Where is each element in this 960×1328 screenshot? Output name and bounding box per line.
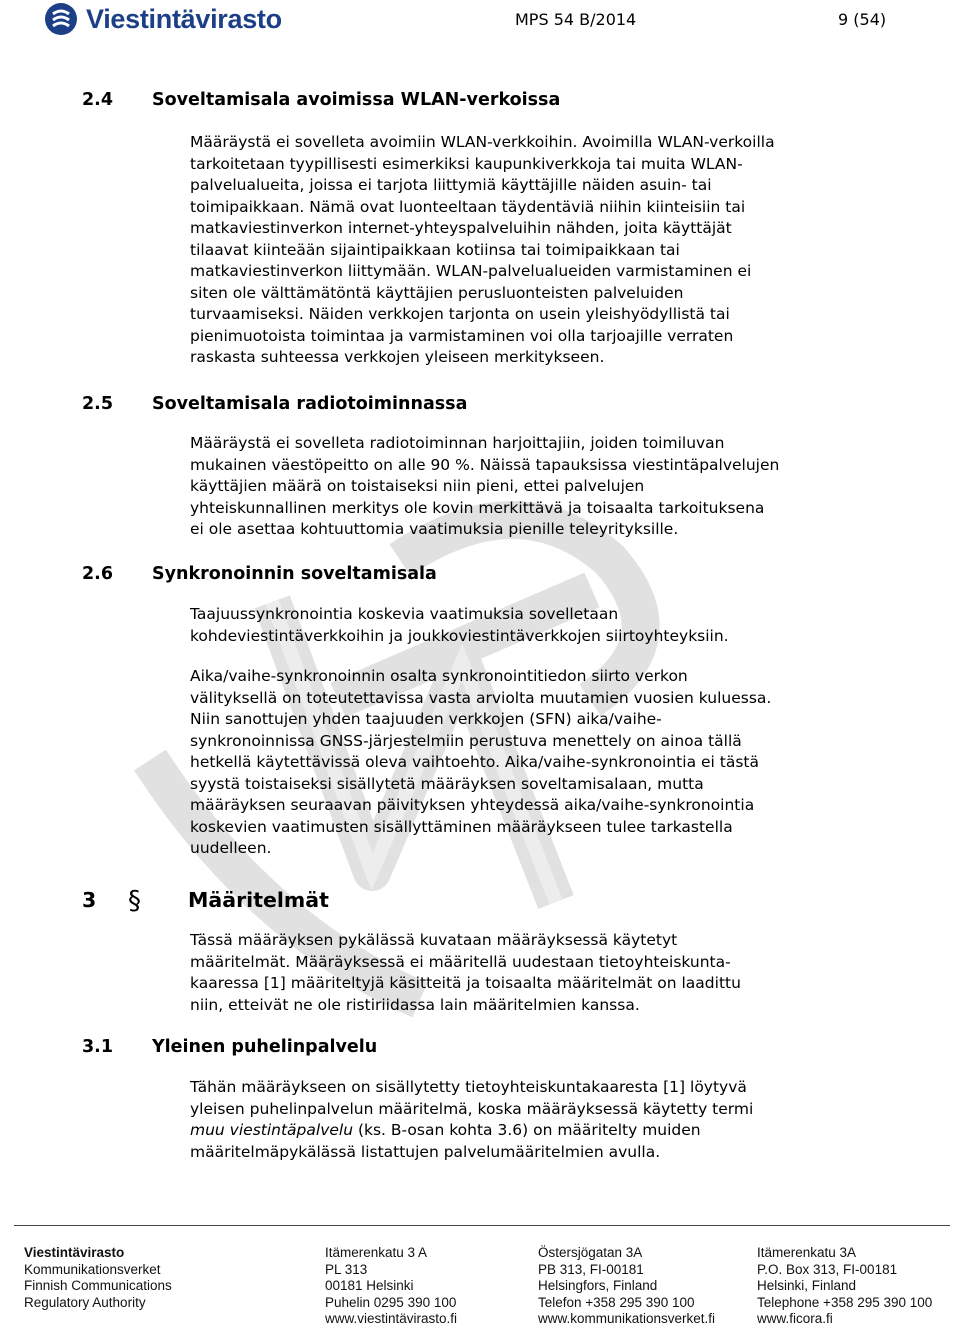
text-line: määräyksen seuraavan päivityksen yhteydessä aika/vaihe-synkronointia xyxy=(190,796,755,814)
text-line: uudelleen. xyxy=(190,839,272,857)
text-line: määritelmäpykälässä listattujen palvelumääritelmien avulla. xyxy=(190,1142,661,1161)
section-title: Yleinen puhelinpalvelu xyxy=(152,1037,378,1057)
footer-line: Itämerenkatu 3 A xyxy=(325,1245,428,1260)
text-line: matkaviestinverkon liittymään. WLAN-palvelualueiden varmistaminen ei xyxy=(190,262,752,280)
text-line: ei ole asettaa kohtuuttomia vaatimuksia pienille teleyrityksille. xyxy=(190,520,679,538)
text-line: tilaavat kiinteään sijaintipaikkaan kotiinsa tai toimipaikkaan tai xyxy=(190,240,680,259)
text-line: määritelmät. Määräyksessä ei määritellä uudestaan tietoyhteiskunta- xyxy=(190,952,731,971)
text-line: siten ole välttämätöntä käyttäjien perusluonteisten palveluiden xyxy=(190,283,684,302)
footer-line: Puhelin 0295 390 100 xyxy=(325,1294,457,1310)
footer-link[interactable]: www.viestintävirasto.fi xyxy=(325,1311,458,1326)
footer-link[interactable]: www.ficora.fi xyxy=(757,1311,833,1326)
section-number: 2.6 xyxy=(82,564,114,584)
section-heading-2-5 xyxy=(82,394,467,414)
footer-line: Kommunikationsverket xyxy=(24,1261,161,1277)
text-line: kohdeviestintäverkkoihin ja joukkoviestintäverkkojen siirtoyhteyksiin. xyxy=(190,626,729,645)
text-line: hetkellä käytettävissä oleva vaihtoehto. Aika/vaihe-synkronointia ei tästä xyxy=(190,753,759,771)
agency-logo xyxy=(44,2,282,36)
text-line: turvaamiseksi. Näiden verkkojen tarjonta on usein yleishyödyllistä tai xyxy=(190,305,730,323)
chapter-number: 3 xyxy=(82,888,97,912)
document-id: MPS 54 B/2014 xyxy=(515,10,637,29)
text-line: yleisen puhelinpalvelun määritelmä, koska määräyksessä käytetty termi xyxy=(190,1099,754,1118)
text-line: palvelualueita, joissa ei tarjota liittymiä käyttäjille näiden asuin- tai xyxy=(190,176,712,194)
text-line: raskasta suhteessa verkkojen yleiseen merkitykseen. xyxy=(190,348,605,366)
footer-agency-name: Viestintävirasto xyxy=(24,1245,125,1260)
footer-line: Östersjögatan 3A xyxy=(538,1245,643,1260)
footer-link[interactable]: www.kommunikationsverket.fi xyxy=(538,1311,716,1326)
page-number: 9 (54) xyxy=(838,10,887,29)
text-line: kaaressa [1] määriteltyjä käsitteitä ja toisaalta määritelmät on laadittu xyxy=(190,974,741,992)
text-line: Tähän määräykseen on sisällytetty tietoyhteiskuntakaaresta [1] löytyvä xyxy=(190,1078,747,1096)
text-line: matkaviestinverkon internet-yhteyspalveluihin nähden, joita käyttäjät xyxy=(190,219,732,237)
text-fragment: (ks. B-osan kohta 3.6) on määritelty muiden xyxy=(353,1121,701,1139)
footer-line: Helsingfors, Finland xyxy=(538,1278,658,1293)
section-number: 2.5 xyxy=(82,394,114,414)
section-title: Synkronoinnin soveltamisala xyxy=(152,564,437,584)
section-3-1-body xyxy=(190,1077,910,1163)
footer-line: Helsinki, Finland xyxy=(757,1278,857,1293)
footer-col-agency xyxy=(24,1245,172,1311)
text-line: niin, etteivät ne ole ristiriidassa lain määritelmien kanssa. xyxy=(190,995,640,1014)
text-line: mukainen väestöpeitto on alle 90 %. Näissä tapauksissa viestintäpalvelujen xyxy=(190,455,780,474)
section-2-4-body xyxy=(190,132,910,369)
footer-divider xyxy=(14,1225,950,1226)
section-title: Soveltamisala avoimissa WLAN-verkoissa xyxy=(152,90,561,110)
text-line: toimipaikkaan. Nämä ovat luonteeltaan täydentäviä niihin kiinteisiin tai xyxy=(190,197,746,216)
footer-col-swedish xyxy=(538,1245,715,1328)
text-line: Tässä määräyksen pykälässä kuvataan määräyksessä käytetyt xyxy=(190,931,678,949)
section-heading-3-1 xyxy=(82,1037,377,1057)
footer-line: Finnish Communications xyxy=(24,1278,172,1293)
footer-line: Itämerenkatu 3A xyxy=(757,1245,857,1260)
section-heading-2-4 xyxy=(82,90,560,110)
section-2-5-body xyxy=(190,433,910,541)
text-line: synkronoinnissa GNSS-järjestelmiin perustuva menettely on ainoa tällä xyxy=(190,731,742,750)
section-2-6-para-2 xyxy=(190,666,910,860)
section-heading-2-6 xyxy=(82,564,437,584)
text-line: Määräystä ei sovelleta avoimiin WLAN-verkkoihin. Avoimilla WLAN-verkoilla xyxy=(190,133,775,151)
chapter-heading-3 xyxy=(82,884,329,914)
text-line: Aika/vaihe-synkronoinnin osalta synkronointitiedon siirto verkon xyxy=(190,667,688,685)
paragraph-sign: § xyxy=(128,886,141,916)
section-2-6-para-1 xyxy=(190,604,910,647)
footer-line: Telephone +358 295 390 100 xyxy=(757,1294,933,1310)
section-number: 3.1 xyxy=(82,1037,114,1057)
footer-line: Telefon +358 295 390 100 xyxy=(538,1294,695,1310)
text-line: koskevien vaatimusten sisällyttäminen määräykseen tulee tarkastella xyxy=(190,817,733,836)
text-line: pienimuotoista toimintaa ja varmistaminen voi olla tarjoajille verraten xyxy=(190,326,734,345)
logo-text: Viestintävirasto xyxy=(86,3,282,34)
text-line: syystä toistaiseksi sisällytetä määräyksen soveltamisalaan, mutta xyxy=(190,774,704,793)
footer-line: PL 313 xyxy=(325,1261,368,1277)
section-number: 2.4 xyxy=(82,90,114,110)
footer-col-finnish xyxy=(325,1245,457,1328)
footer-line: 00181 Helsinki xyxy=(325,1278,414,1293)
text-line: käyttäjien määrä on toistaiseksi niin pieni, ettei palvelujen xyxy=(190,477,645,495)
footer-line: PB 313, FI-00181 xyxy=(538,1261,644,1277)
text-line xyxy=(190,1120,910,1142)
section-title: Soveltamisala radiotoiminnassa xyxy=(152,394,468,414)
section-3-body xyxy=(190,930,910,1016)
chapter-title: Määritelmät xyxy=(188,888,329,912)
footer-col-english xyxy=(757,1245,932,1328)
text-line: Taajuussynkronointia koskevia vaatimuksia sovelletaan xyxy=(190,605,619,623)
text-line: Niin sanottujen yhden taajuuden verkkojen (SFN) aika/vaihe- xyxy=(190,710,662,728)
text-line: yhteiskunnallinen merkitys ole kovin merkittävä ja toisaalta tarkoituksena xyxy=(190,498,765,517)
text-line: välityksellä on toteutettavissa vasta arviolta muutamien vuosien kuluessa. xyxy=(190,688,772,707)
footer-line: Regulatory Authority xyxy=(24,1294,146,1310)
text-line: tarkoitetaan tyypillisesti esimerkiksi kaupunkiverkkoja tai muita WLAN- xyxy=(190,154,743,173)
italic-term: muu viestintäpalvelu xyxy=(190,1121,354,1139)
footer-line: P.O. Box 313, FI-00181 xyxy=(757,1261,898,1277)
text-line: Määräystä ei sovelleta radiotoiminnan harjoittajiin, joiden toimiluvan xyxy=(190,434,725,452)
logo-emblem-icon xyxy=(44,2,78,36)
